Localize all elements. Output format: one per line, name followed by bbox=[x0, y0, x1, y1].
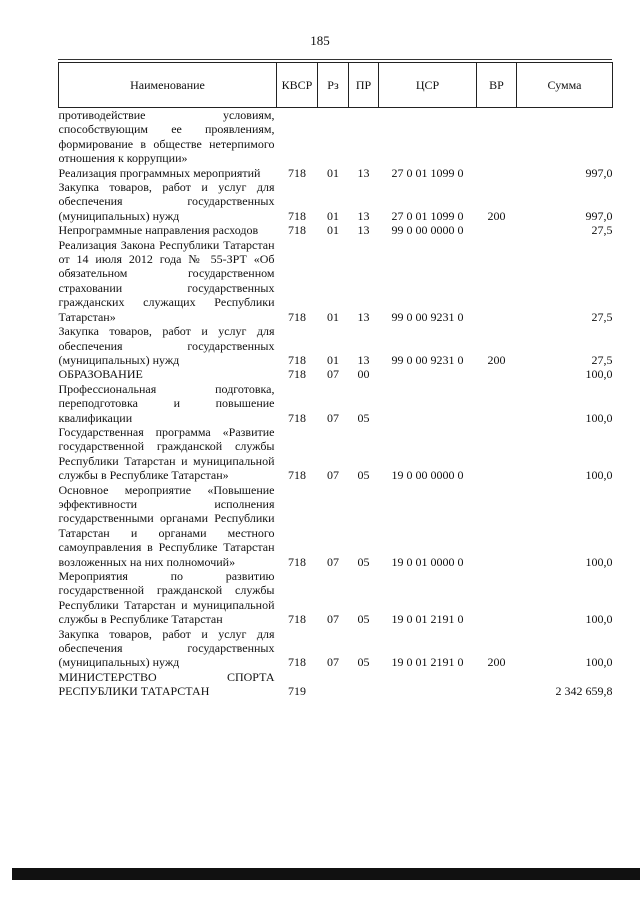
cell-name: противодействие условиям, способствующим ее проявлениям, формирование в обществе нетерпимого отношения к коррупции» bbox=[58, 108, 275, 166]
cell-pr: 13 bbox=[357, 309, 370, 324]
cell-pr: 13 bbox=[357, 223, 370, 238]
cell-kvsr: 718 bbox=[288, 367, 306, 382]
cell-kvsr: 718 bbox=[288, 352, 306, 367]
cell-rz: 01 bbox=[327, 208, 339, 223]
cell-csr bbox=[379, 382, 477, 425]
cell-rz: 01 bbox=[327, 352, 339, 367]
cell-sum: 27,5 bbox=[591, 352, 613, 367]
cell-vr: 200 bbox=[487, 655, 506, 670]
cell-vr bbox=[477, 483, 517, 569]
cell-csr: 99 0 00 9231 0 bbox=[391, 352, 464, 367]
cell-sum: 27,5 bbox=[591, 309, 613, 324]
cell-sum: 100,0 bbox=[585, 410, 613, 425]
cell-pr: 00 bbox=[357, 367, 370, 382]
table-header bbox=[59, 63, 613, 108]
cell-sum: 100,0 bbox=[585, 655, 613, 670]
table-row bbox=[59, 324, 613, 367]
header-row bbox=[59, 63, 613, 108]
cell-sum: 27,5 bbox=[591, 223, 613, 238]
header-vr: ВР bbox=[477, 63, 517, 108]
table-row bbox=[59, 108, 613, 166]
scan-bottom-edge bbox=[12, 868, 640, 880]
cell-csr: 27 0 01 1099 0 bbox=[391, 208, 464, 223]
cell-vr bbox=[477, 382, 517, 425]
cell-rz: 07 bbox=[327, 410, 339, 425]
cell-pr bbox=[349, 670, 379, 699]
header-rz: Рз bbox=[318, 63, 349, 108]
header-sum: Сумма bbox=[517, 63, 613, 108]
header-csr: ЦСР bbox=[379, 63, 477, 108]
cell-vr: 200 bbox=[487, 208, 506, 223]
cell-vr bbox=[477, 569, 517, 627]
cell-vr bbox=[477, 670, 517, 699]
table-row bbox=[59, 569, 613, 627]
cell-name: Государственная программа «Развитие государственной гражданской службы Республики Татарстан и муниципальной службы в Республике Татарстан» bbox=[58, 424, 275, 483]
cell-pr: 13 bbox=[357, 208, 370, 223]
budget-table bbox=[58, 62, 613, 699]
cell-rz: 07 bbox=[327, 367, 339, 382]
cell-name: МИНИСТЕРСТВО СПОРТА РЕСПУБЛИКИ ТАТАРСТАН bbox=[58, 669, 275, 699]
cell-csr: 19 0 01 0000 0 bbox=[391, 554, 464, 569]
cell-name: Основное мероприятие «Повышение эффективности исполнения государственными органами Республики Татарстан и органами местного самоуправления в Республике Татарстан возложенных на них полномочий» bbox=[58, 482, 275, 569]
cell-rz: 01 bbox=[327, 223, 339, 238]
cell-sum: 100,0 bbox=[585, 367, 613, 382]
cell-csr: 99 0 00 0000 0 bbox=[391, 223, 464, 238]
cell-csr bbox=[379, 367, 477, 381]
header-kvsr: КВСР bbox=[277, 63, 318, 108]
cell-pr: 13 bbox=[357, 352, 370, 367]
cell-name: Реализация Закона Республики Татарстан от 14 июля 2012 года № 55-ЗРТ «Об обязательном государственном страховании государственных гражданских служащих Республики Татарстан» bbox=[58, 237, 275, 324]
table-row bbox=[59, 670, 613, 699]
cell-kvsr: 718 bbox=[288, 165, 306, 180]
cell-vr bbox=[477, 425, 517, 483]
cell-name: Закупка товаров, работ и услуг для обеспечения государственных (муниципальных) нужд bbox=[58, 626, 275, 670]
cell-vr bbox=[477, 367, 517, 381]
cell-kvsr: 718 bbox=[288, 410, 306, 425]
cell-rz bbox=[318, 108, 349, 166]
cell-rz: 07 bbox=[327, 655, 339, 670]
cell-kvsr: 718 bbox=[288, 655, 306, 670]
cell-name: Мероприятия по развитию государственной гражданской службы Республики Татарстан и муниципальной службы в Республике Татарстан bbox=[58, 569, 275, 627]
table-row bbox=[59, 382, 613, 425]
cell-csr bbox=[379, 670, 477, 699]
cell-csr: 19 0 01 2191 0 bbox=[391, 655, 464, 670]
cell-csr: 19 0 00 0000 0 bbox=[391, 468, 464, 483]
cell-sum bbox=[517, 108, 613, 166]
cell-kvsr: 718 bbox=[288, 223, 306, 238]
cell-vr bbox=[477, 238, 517, 324]
cell-pr: 05 bbox=[357, 410, 370, 425]
cell-pr: 05 bbox=[357, 612, 370, 627]
cell-kvsr: 718 bbox=[288, 309, 306, 324]
cell-pr: 05 bbox=[357, 468, 370, 483]
cell-sum: 100,0 bbox=[585, 554, 613, 569]
cell-sum: 100,0 bbox=[585, 612, 613, 627]
budget-table-container bbox=[58, 62, 612, 699]
cell-kvsr: 718 bbox=[288, 208, 306, 223]
cell-kvsr: 719 bbox=[288, 684, 306, 699]
cell-vr bbox=[477, 223, 517, 237]
cell-rz: 01 bbox=[327, 309, 339, 324]
cell-pr bbox=[349, 108, 379, 166]
cell-name: Непрограммные направления расходов bbox=[58, 223, 259, 238]
cell-vr bbox=[477, 108, 517, 166]
cell-name: Профессиональная подготовка, переподготовка и повышение квалификации bbox=[58, 381, 275, 425]
cell-csr bbox=[379, 108, 477, 166]
cell-vr: 200 bbox=[487, 352, 506, 367]
cell-rz: 07 bbox=[327, 468, 339, 483]
cell-vr bbox=[477, 166, 517, 180]
cell-pr: 05 bbox=[357, 655, 370, 670]
table-row bbox=[59, 425, 613, 483]
cell-name: Реализация программных мероприятий bbox=[58, 165, 261, 180]
table-top-rule bbox=[58, 59, 612, 60]
cell-csr: 27 0 01 1099 0 bbox=[391, 165, 464, 180]
cell-sum: 997,0 bbox=[585, 208, 613, 223]
table-row bbox=[59, 180, 613, 223]
table-row bbox=[59, 627, 613, 670]
cell-rz bbox=[318, 670, 349, 699]
cell-kvsr: 718 bbox=[288, 468, 306, 483]
cell-name: Закупка товаров, работ и услуг для обеспечения государственных (муниципальных) нужд bbox=[58, 324, 275, 367]
table-row bbox=[59, 367, 613, 381]
cell-pr: 05 bbox=[357, 554, 370, 569]
table-row bbox=[59, 238, 613, 324]
cell-name: ОБРАЗОВАНИЕ bbox=[58, 367, 143, 382]
page-number: 185 bbox=[310, 33, 330, 48]
cell-sum: 100,0 bbox=[585, 468, 613, 483]
table-row bbox=[59, 166, 613, 180]
cell-sum: 997,0 bbox=[585, 165, 613, 180]
header-name: Наименование bbox=[59, 63, 277, 108]
cell-kvsr: 718 bbox=[288, 612, 306, 627]
table-row bbox=[59, 483, 613, 569]
cell-kvsr: 718 bbox=[288, 554, 306, 569]
cell-sum: 2 342 659,8 bbox=[555, 684, 613, 699]
cell-kvsr bbox=[277, 108, 318, 166]
cell-rz: 07 bbox=[327, 554, 339, 569]
table-body bbox=[59, 108, 613, 699]
cell-rz: 07 bbox=[327, 612, 339, 627]
table-row bbox=[59, 223, 613, 237]
cell-pr: 13 bbox=[357, 165, 370, 180]
cell-name: Закупка товаров, работ и услуг для обеспечения государственных (муниципальных) нужд bbox=[58, 180, 275, 223]
cell-rz: 01 bbox=[327, 165, 339, 180]
header-pr: ПР bbox=[349, 63, 379, 108]
cell-csr: 19 0 01 2191 0 bbox=[391, 612, 464, 627]
cell-csr: 99 0 00 9231 0 bbox=[391, 309, 464, 324]
